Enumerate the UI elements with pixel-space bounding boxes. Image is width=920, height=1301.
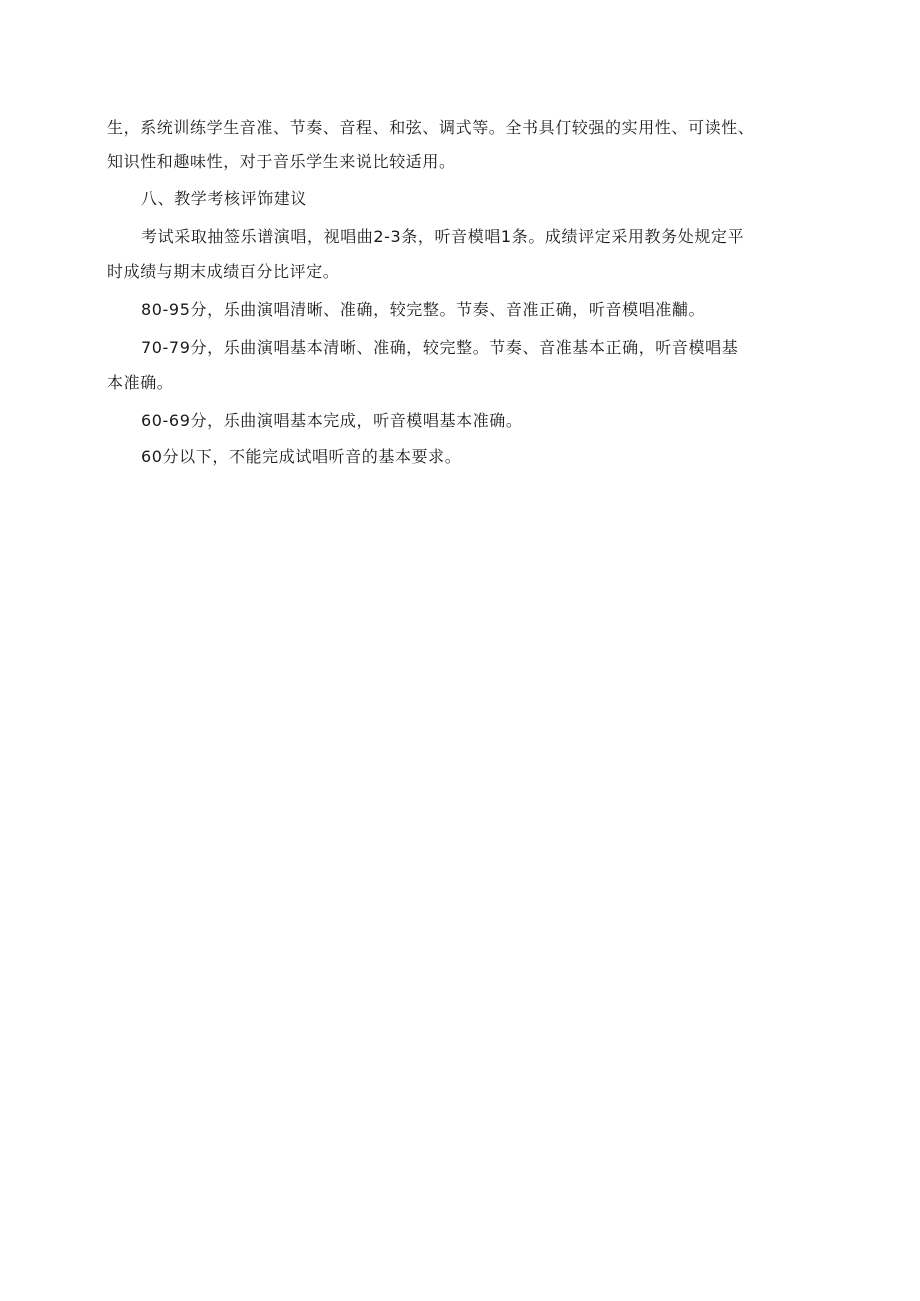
grade-below-60: 60分以下，不能完成试唱听音的基本要求。 [141,447,462,466]
paragraph-exam-line-1: 考试采取抽签乐谱演唱，视唱曲2-3条，听音模唱1条。成绩评定采用教务处规定平 [141,227,745,246]
grade-70-79-line-1: 70-79分，乐曲演唱基本清晰、准确，较完整。节奏、音准基本正确，听音模唱基 [141,338,739,357]
paragraph-exam-line-2: 时成绩与期末成绩百分比评定。 [107,262,340,281]
grade-80-95: 80-95分，乐曲演唱清晰、准确，较完整。节奏、音准正确，听音模唱准黼。 [141,300,706,319]
section-heading: 八、教学考核评饰建议 [141,189,308,208]
paragraph-intro-line-2: 知识性和趣味性，对于音乐学生来说比较适用。 [107,152,456,171]
grade-60-69: 60-69分，乐曲演唱基本完成，听音模唱基本准确。 [141,411,523,430]
paragraph-intro-line-1: 生，系统训练学生音准、节奏、音程、和弦、调式等。全书具仃较强的实用性、可读性、 [107,118,755,137]
grade-70-79-line-2: 本准确。 [107,373,174,392]
